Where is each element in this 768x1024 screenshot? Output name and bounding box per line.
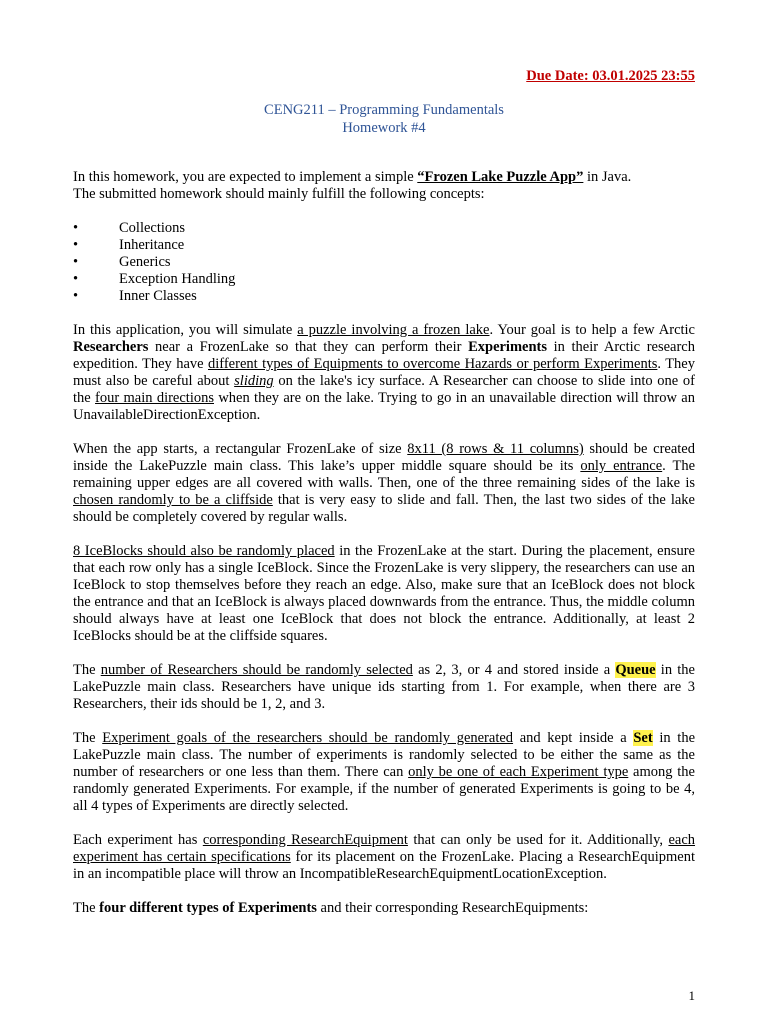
bullet: • <box>73 271 79 287</box>
text: near a FrozenLake so that they can perform their <box>148 339 469 355</box>
due-date: Due Date: 03.01.2025 23:55 <box>526 68 695 84</box>
list-item <box>73 271 695 288</box>
spacer <box>73 424 695 441</box>
list-item <box>73 220 695 237</box>
list-item <box>73 254 695 271</box>
underlined-text: each experiment has certain specifications <box>73 832 696 865</box>
text: . Your goal is to help a few Arctic <box>489 322 695 338</box>
paragraph-experiment-types <box>73 900 695 917</box>
page-number: 1 <box>688 988 695 1003</box>
underlined-text: a puzzle involving a frozen lake <box>297 322 490 338</box>
concept-label: Inner Classes <box>119 288 197 304</box>
title-block <box>0 101 768 137</box>
spacer <box>73 815 695 832</box>
paragraph-iceblocks <box>73 543 695 645</box>
text: The <box>73 900 100 916</box>
text: . They must also be careful about <box>73 356 695 389</box>
paragraph-researchers <box>73 662 695 713</box>
bullet: • <box>73 220 79 236</box>
text: The <box>73 662 101 678</box>
course-title: CENG211 – Programming Fundamentals <box>264 102 504 118</box>
text: on the lake's icy surface. A Researcher can choose to slide into one of the <box>73 373 695 406</box>
spacer <box>73 645 695 662</box>
paragraph-simulation <box>73 322 695 424</box>
concept-label: Inheritance <box>119 237 185 253</box>
text: that can only be used for it. Additionally, <box>407 832 669 848</box>
sliding-emphasis: sliding <box>234 373 274 389</box>
text: as 2, 3, or 4 and stored inside a <box>412 662 616 678</box>
paragraph-lake-setup <box>73 441 695 526</box>
spacer <box>73 713 695 730</box>
text: among the randomly generated Experiments. For example, if the number of generated Experiments is going to be 4, all 4 types of Experiments are directly selected. <box>73 764 695 814</box>
text: in their Arctic research expedition. They have <box>73 339 695 372</box>
highlight-queue: Queue <box>615 662 656 678</box>
underlined-text: Experiment goals of the researchers should be randomly generated <box>102 730 514 746</box>
text: for its placement on the FrozenLake. Placing a ResearchEquipment in an incompatible place will throw an IncompatibleResearchEquipmentLocationException. <box>73 849 695 882</box>
bullet: • <box>73 254 79 270</box>
spacer <box>73 883 695 900</box>
list-item <box>73 237 695 254</box>
underlined-text: four main directions <box>95 390 214 406</box>
text: in the LakePuzzle main class. Researchers have unique ids starting from 1. For example, when there are 3 Researchers, their ids should be 1, 2, and 3. <box>73 662 695 712</box>
list-item <box>73 288 695 305</box>
underlined-text: only entrance <box>580 458 663 474</box>
text: and their corresponding ResearchEquipments: <box>316 900 589 916</box>
underlined-text: different types of Equipments to overcome Hazards or perform Experiments <box>208 356 658 372</box>
text: Each experiment has <box>73 832 203 848</box>
concept-label: Generics <box>119 254 171 270</box>
bullet: • <box>73 288 79 304</box>
bold-text: Researchers <box>73 339 149 355</box>
concept-label: Exception Handling <box>119 271 236 287</box>
underlined-text: only be one of each Experiment type <box>408 764 629 780</box>
text: The <box>73 730 103 746</box>
paragraph-experiments <box>73 730 695 815</box>
text: In this application, you will simulate <box>73 322 298 338</box>
text: in the FrozenLake at the start. During the placement, ensure that each row only has a single IceBlock. Since the FrozenLake is very slippery, the researchers can use an IceBlock to stop themselves before they reach an edge. Also, make sure that an IceBlock does not block the entrance and that an IceBlock is always placed downwards from the entrance. Thus, the middle column should always have at least one IceBlock that does not block the entrance. Additionally, at least 2 IceBlocks should be at the cliffside squares. <box>73 543 695 644</box>
concept-label: Collections <box>119 220 186 236</box>
highlight-set: Set <box>633 730 653 746</box>
paragraph-equipment <box>73 832 695 883</box>
underlined-text: number of Researchers should be randomly selected <box>100 662 413 678</box>
text: in the LakePuzzle main class. The number of experiments is randomly selected to be either the same as the number of researchers or one less than them. There can <box>73 730 696 780</box>
text: and kept inside a <box>513 730 634 746</box>
intro-text-2: in Java. <box>583 169 632 185</box>
intro-paragraph <box>73 169 695 203</box>
underlined-text: chosen randomly to be a cliffside <box>73 492 273 508</box>
text: that is very easy to slide and fall. Then, the last two sides of the lake should be completely covered by regular walls. <box>73 492 695 525</box>
text: When the app starts, a rectangular FrozenLake of size <box>73 441 408 457</box>
homework-title: Homework #4 <box>342 120 426 136</box>
bold-text: four different types of Experiments <box>99 900 317 916</box>
intro-text-1: In this homework, you are expected to implement a simple <box>73 169 418 185</box>
app-name: “Frozen Lake Puzzle App” <box>417 169 584 185</box>
concepts-list <box>73 220 695 305</box>
text: when they are on the lake. Trying to go in an unavailable direction will throw an UnavailableDirectionException. <box>73 390 695 423</box>
spacer <box>73 526 695 543</box>
document-body <box>73 169 695 917</box>
text: should be created inside the LakePuzzle main class. This lake’s upper middle square should be its <box>73 441 695 474</box>
underlined-text: 8 IceBlocks should also be randomly placed <box>73 543 335 559</box>
bullet: • <box>73 237 79 253</box>
text: . The remaining upper edges are all covered with walls. Then, one of the three remaining sides of the lake is <box>73 458 696 491</box>
underlined-text: corresponding ResearchEquipment <box>202 832 408 848</box>
underlined-text: 8x11 (8 rows & 11 columns) <box>407 441 584 457</box>
bold-text: Experiments <box>468 339 548 355</box>
intro-text-3: The submitted homework should mainly fulfill the following concepts: <box>73 186 485 202</box>
